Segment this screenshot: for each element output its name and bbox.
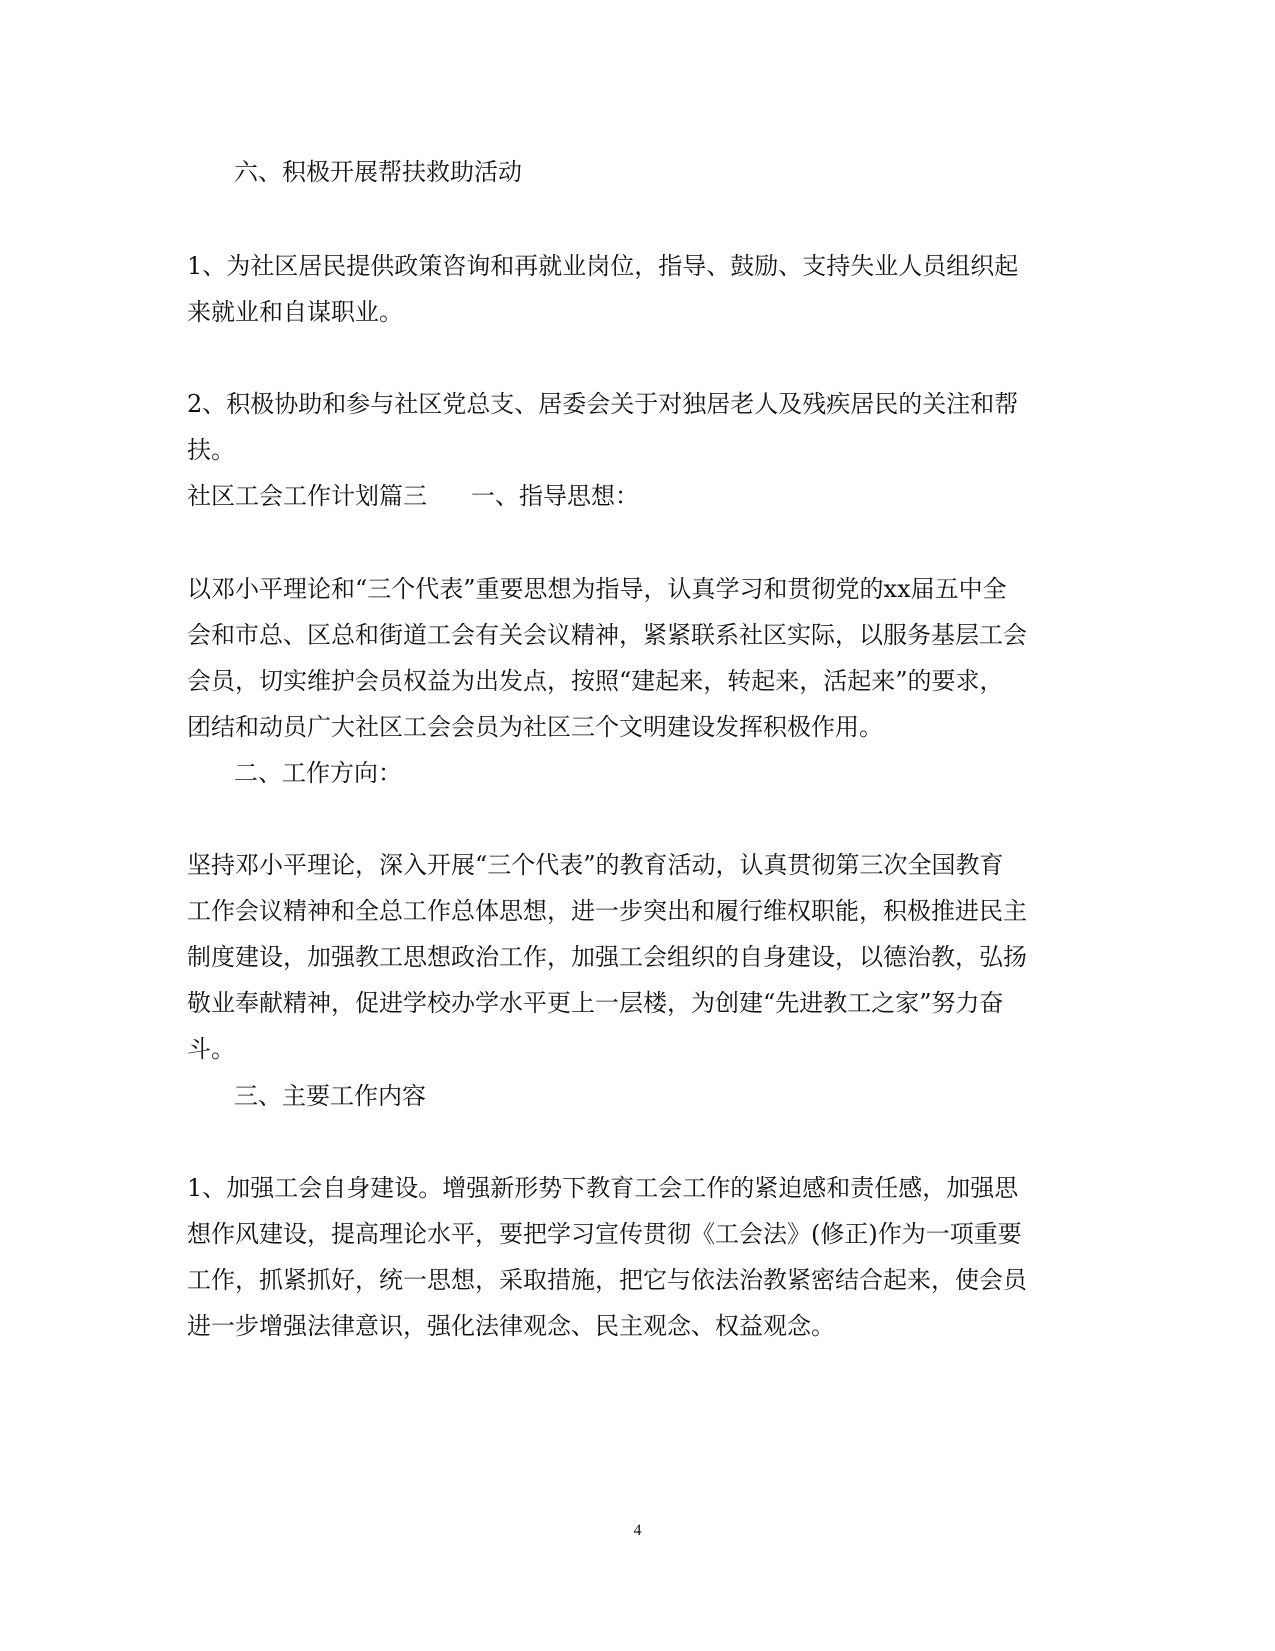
paragraph-line: 进一步增强法律意识，强化法律观念、民主观念、权益观念。 [187, 1312, 835, 1340]
page-number: 4 [633, 1522, 642, 1539]
paragraph-line: 坚持邓小平理论，深入开展“三个代表”的教育活动，认真贯彻第三次全国教育 [187, 851, 1004, 879]
paragraph-line: 制度建设，加强教工思想政治工作，加强工会组织的自身建设，以德治教，弘扬 [187, 943, 1027, 971]
section-heading-one: 一、指导思想： [471, 482, 639, 510]
paragraph-line: 以邓小平理论和“三个代表”重要思想为指导，认真学习和贯彻党的xx届五中全 [187, 575, 1007, 603]
paragraph-line: 扶。 [187, 436, 235, 464]
paragraph-line: 敬业奉献精神，促进学校办学水平更上一层楼，为创建“先进教工之家”努力奋 [187, 989, 1004, 1017]
paragraph-line: 来就业和自谋职业。 [187, 298, 403, 326]
paragraph-line: 团结和动员广大社区工会会员为社区三个文明建设发挥积极作用。 [187, 713, 883, 741]
paragraph-line: 1、加强工会自身建设。增强新形势下教育工会工作的紧迫感和责任感，加强思 [187, 1174, 1019, 1202]
paragraph-line: 会和市总、区总和街道工会有关会议精神，紧紧联系社区实际，以服务基层工会 [187, 621, 1027, 649]
section-heading-three: 三、主要工作内容 [234, 1082, 426, 1110]
paragraph-line: 2、积极协助和参与社区党总支、居委会关于对独居老人及残疾居民的关注和帮 [187, 390, 1019, 418]
paragraph-line: 工作，抓紧抓好，统一思想，采取措施，把它与依法治教紧密结合起来，使会员 [187, 1266, 1027, 1294]
plan-title: 社区工会工作计划篇三 [187, 482, 427, 510]
paragraph-line: 斗。 [187, 1035, 235, 1063]
paragraph-line: 会员，切实维护会员权益为出发点，按照“建起来，转起来，活起来”的要求， [187, 667, 1004, 695]
paragraph-line: 1、为社区居民提供政策咨询和再就业岗位，指导、鼓励、支持失业人员组织起 [187, 252, 1019, 280]
paragraph-line: 工作会议精神和全总工作总体思想，进一步突出和履行维权职能，积极推进民主 [187, 897, 1027, 925]
section-heading-six: 六、积极开展帮扶救助活动 [234, 158, 522, 186]
paragraph-line: 想作风建设，提高理论水平，要把学习宣传贯彻《工会法》(修正)作为一项重要 [187, 1220, 1022, 1248]
section-heading-two: 二、工作方向： [234, 759, 402, 787]
